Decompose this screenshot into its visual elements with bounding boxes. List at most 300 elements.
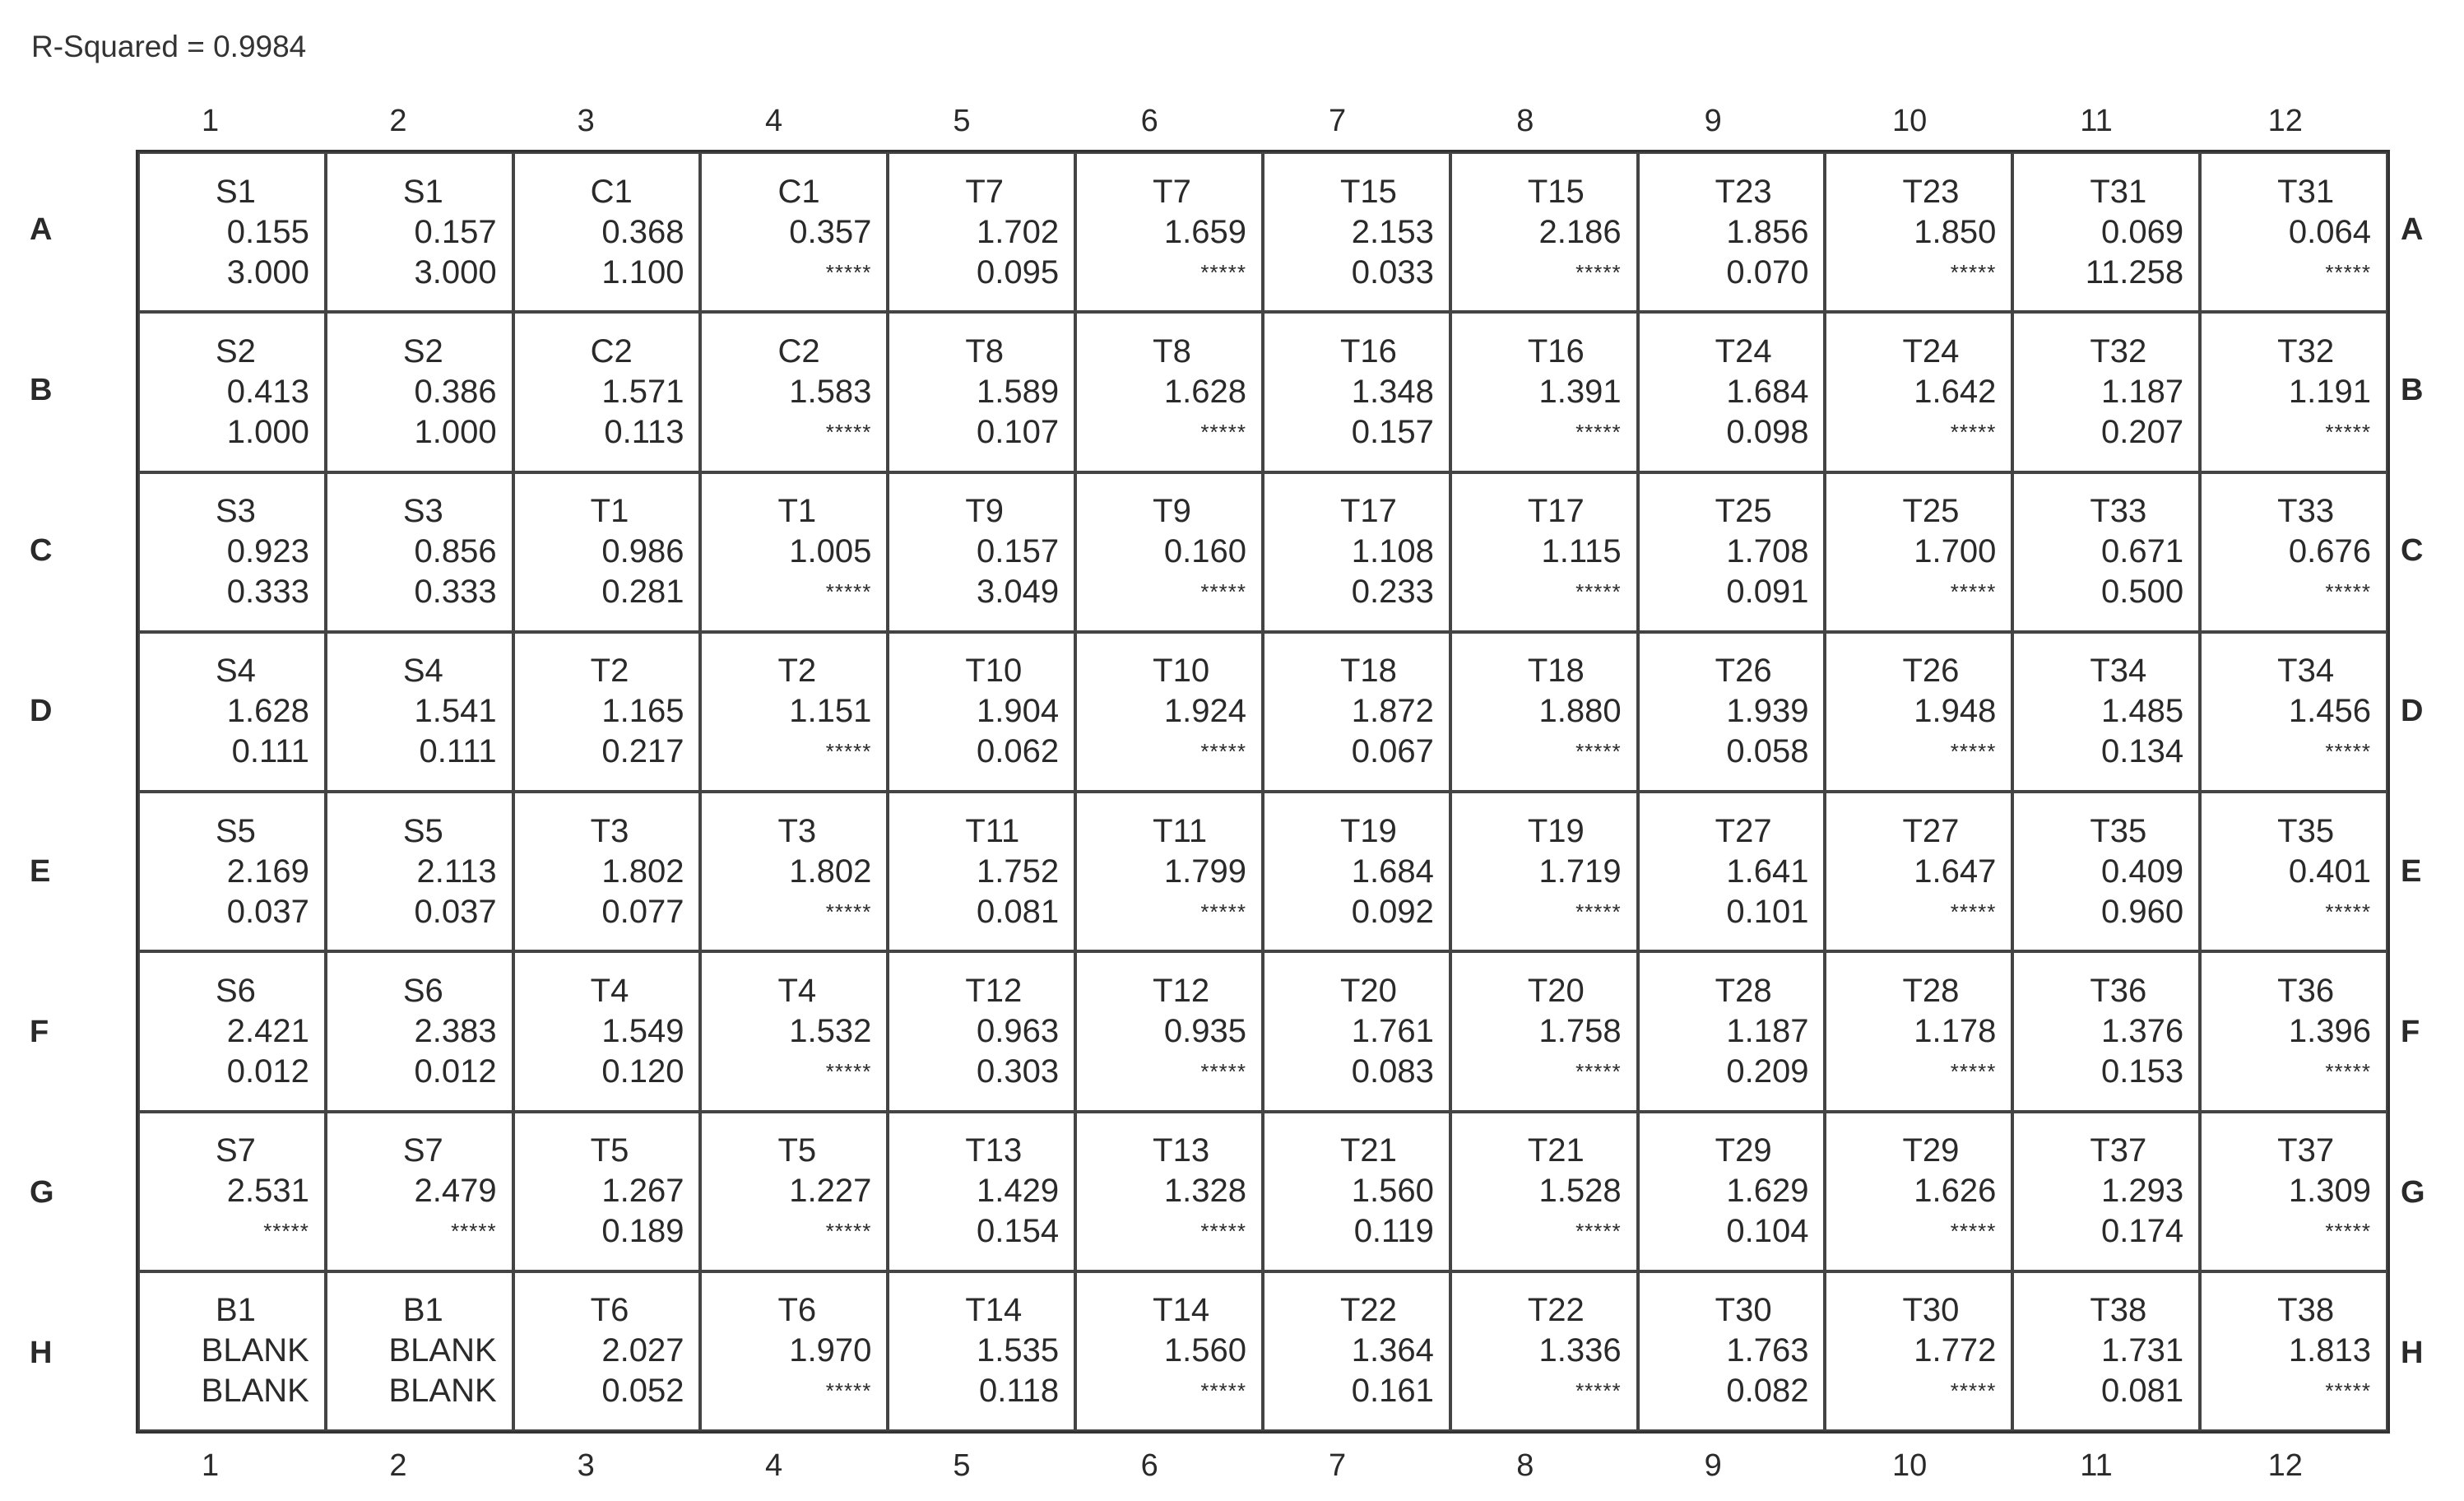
well-cell — [1075, 472, 1263, 632]
well-cell — [2012, 1112, 2200, 1271]
well-value-2: 0.120 — [601, 1053, 684, 1090]
well-cell — [1263, 472, 1450, 632]
column-label: 8 — [1516, 104, 1534, 138]
well-sample-id: T26 — [1902, 653, 1960, 690]
well-value-1: 1.528 — [1538, 1173, 1622, 1210]
well-value-2: 0.157 — [1351, 413, 1434, 450]
well-value-1: 1.628 — [226, 693, 309, 730]
well-value-1: 1.856 — [1726, 213, 1809, 250]
plate-grid — [136, 150, 2390, 1434]
well-cell — [2200, 632, 2387, 792]
well-value-2: ***** — [2325, 899, 2371, 924]
row-label: F — [30, 1015, 49, 1049]
well-sample-id: T1 — [777, 493, 817, 530]
well-value-2: 1.100 — [601, 253, 684, 290]
well-value-2: BLANK — [388, 1373, 497, 1410]
well-cell — [326, 632, 513, 792]
well-cell — [2012, 951, 2200, 1111]
well-value-2: 0.107 — [977, 413, 1060, 450]
well-value-1: 1.719 — [1538, 853, 1622, 890]
well-value-2: 1.000 — [226, 413, 309, 450]
well-value-2: ***** — [1575, 899, 1622, 924]
row-label: H — [30, 1336, 53, 1370]
well-sample-id: T7 — [1153, 173, 1191, 210]
well-cell — [1638, 951, 1826, 1111]
well-cell — [513, 152, 701, 312]
row-label: D — [30, 694, 53, 728]
well-value-1: 1.731 — [2101, 1332, 2184, 1369]
well-cell — [2200, 951, 2387, 1111]
well-value-1: 2.421 — [226, 1012, 309, 1049]
column-label: 2 — [389, 1448, 407, 1483]
well-sample-id: T33 — [2090, 493, 2147, 530]
well-sample-id: T21 — [1339, 1132, 1397, 1169]
well-value-2: ***** — [1575, 1378, 1622, 1404]
well-value-1: 2.531 — [226, 1173, 309, 1210]
well-value-1: 1.187 — [2101, 373, 2184, 410]
well-sample-id: T2 — [590, 653, 629, 690]
well-sample-id: B1 — [402, 1292, 443, 1329]
well-value-1: 1.880 — [1538, 693, 1622, 730]
well-sample-id: T14 — [1153, 1292, 1210, 1329]
well-value-2: ***** — [1950, 1058, 1997, 1084]
well-cell — [1825, 951, 2012, 1111]
well-sample-id: S5 — [402, 812, 443, 849]
well-sample-id: T2 — [777, 653, 817, 690]
well-value-2: ***** — [2325, 739, 2371, 764]
well-value-2: ***** — [1575, 739, 1622, 764]
well-sample-id: T26 — [1715, 653, 1772, 690]
well-sample-id: T20 — [1339, 972, 1397, 1009]
well-value-1: 0.368 — [601, 213, 684, 250]
well-value-2: ***** — [1950, 1219, 1997, 1244]
well-cell — [1638, 472, 1826, 632]
well-value-2: 0.082 — [1726, 1373, 1809, 1410]
well-cell — [700, 152, 888, 312]
well-value-2: ***** — [1575, 579, 1622, 605]
row-label: B — [2401, 373, 2424, 407]
well-value-2: 0.095 — [977, 253, 1060, 290]
column-label: 7 — [1328, 1448, 1347, 1483]
well-sample-id: B1 — [216, 1292, 256, 1329]
well-sample-id: T38 — [2277, 1292, 2335, 1329]
well-cell — [2012, 312, 2200, 472]
column-label: 5 — [953, 1448, 971, 1483]
well-cell — [326, 792, 513, 951]
well-sample-id: T29 — [1902, 1132, 1960, 1169]
well-value-1: 1.336 — [1538, 1332, 1622, 1369]
well-value-2: ***** — [1200, 419, 1246, 444]
well-sample-id: T9 — [1153, 493, 1191, 530]
well-cell — [138, 632, 326, 792]
well-value-1: 0.064 — [2288, 213, 2371, 250]
column-label: 11 — [2080, 1448, 2113, 1483]
well-value-1: 0.923 — [226, 533, 309, 570]
column-label: 4 — [764, 1448, 783, 1483]
well-value-1: 1.549 — [601, 1012, 684, 1049]
well-value-2: ***** — [825, 899, 872, 924]
well-cell — [513, 632, 701, 792]
well-sample-id: T25 — [1715, 493, 1772, 530]
well-value-1: 1.641 — [1726, 853, 1809, 890]
well-sample-id: T18 — [1527, 653, 1585, 690]
well-cell — [513, 472, 701, 632]
well-cell — [2012, 632, 2200, 792]
well-cell — [1638, 1112, 1826, 1271]
well-value-2: ***** — [2325, 579, 2371, 605]
well-value-1: 0.069 — [2101, 213, 2184, 250]
well-value-1: 1.376 — [2101, 1012, 2184, 1049]
column-label: 1 — [202, 1448, 220, 1483]
well-sample-id: C2 — [777, 332, 820, 369]
well-value-1: BLANK — [388, 1332, 497, 1369]
well-value-2: 0.207 — [2101, 413, 2184, 450]
well-sample-id: T13 — [1153, 1132, 1210, 1169]
well-sample-id: T37 — [2090, 1132, 2147, 1169]
well-cell — [700, 1112, 888, 1271]
well-cell — [1075, 1271, 1263, 1431]
well-value-1: 1.647 — [1914, 853, 1997, 890]
well-cell — [2012, 152, 2200, 312]
well-cell — [1825, 472, 2012, 632]
well-value-2: ***** — [1200, 259, 1246, 285]
well-cell — [2200, 152, 2387, 312]
well-value-2: 0.217 — [601, 733, 684, 770]
well-cell — [326, 1112, 513, 1271]
well-sample-id: T38 — [2090, 1292, 2147, 1329]
well-cell — [1825, 632, 2012, 792]
well-value-1: 2.186 — [1538, 213, 1622, 250]
well-value-2: 0.233 — [1351, 574, 1434, 611]
well-sample-id: T16 — [1527, 332, 1585, 369]
well-sample-id: S7 — [216, 1132, 256, 1169]
well-cell — [1263, 152, 1450, 312]
well-value-1: 1.802 — [789, 853, 872, 890]
well-cell — [700, 312, 888, 472]
row-label: G — [30, 1175, 54, 1210]
well-sample-id: S4 — [216, 653, 256, 690]
well-sample-id: S7 — [402, 1132, 443, 1169]
well-cell — [513, 312, 701, 472]
column-label: 6 — [1140, 1448, 1158, 1483]
row-label: A — [2401, 212, 2424, 247]
well-cell — [1825, 152, 2012, 312]
well-value-2: 0.500 — [2101, 574, 2184, 611]
well-cell — [326, 312, 513, 472]
well-value-2: 0.052 — [601, 1373, 684, 1410]
well-value-2: ***** — [825, 739, 872, 764]
well-cell — [1075, 632, 1263, 792]
well-sample-id: T10 — [965, 653, 1023, 690]
well-cell — [138, 152, 326, 312]
well-sample-id: T4 — [590, 972, 629, 1009]
well-sample-id: C2 — [590, 332, 633, 369]
column-label: 12 — [2267, 104, 2303, 138]
well-value-1: BLANK — [201, 1332, 309, 1369]
well-value-1: 1.872 — [1351, 693, 1434, 730]
well-cell — [326, 1271, 513, 1431]
well-value-2: 0.101 — [1726, 893, 1809, 930]
well-value-2: 0.070 — [1726, 253, 1809, 290]
well-sample-id: S6 — [216, 972, 256, 1009]
well-sample-id: T31 — [2090, 173, 2147, 210]
well-value-2: 0.083 — [1351, 1053, 1434, 1090]
well-value-2: ***** — [263, 1219, 309, 1244]
well-cell — [1638, 792, 1826, 951]
well-sample-id: T12 — [965, 972, 1023, 1009]
well-cell — [888, 792, 1075, 951]
well-value-2: 0.960 — [2101, 893, 2184, 930]
well-sample-id: T18 — [1339, 653, 1397, 690]
well-sample-id: S2 — [216, 332, 256, 369]
column-label: 9 — [1704, 1448, 1722, 1483]
well-cell — [2200, 1112, 2387, 1271]
row-label: C — [30, 533, 53, 568]
column-label: 3 — [577, 104, 595, 138]
well-value-1: 1.589 — [977, 373, 1060, 410]
well-value-1: 0.935 — [1163, 1012, 1246, 1049]
well-sample-id: T27 — [1902, 812, 1960, 849]
well-cell — [1263, 792, 1450, 951]
well-cell — [888, 1271, 1075, 1431]
well-sample-id: T35 — [2090, 812, 2147, 849]
row-label: A — [30, 212, 53, 247]
well-value-1: 0.671 — [2101, 533, 2184, 570]
well-sample-id: T15 — [1527, 173, 1585, 210]
row-label: E — [30, 854, 51, 889]
well-sample-id: T1 — [590, 493, 629, 530]
well-cell — [1825, 792, 2012, 951]
well-cell — [1075, 152, 1263, 312]
well-value-1: 1.293 — [2101, 1173, 2184, 1210]
well-value-2: 0.119 — [1353, 1213, 1434, 1250]
well-value-2: 3.000 — [414, 253, 497, 290]
well-value-2: 0.077 — [601, 893, 684, 930]
well-sample-id: T10 — [1153, 653, 1210, 690]
well-sample-id: T25 — [1902, 493, 1960, 530]
well-sample-id: C1 — [590, 173, 633, 210]
well-sample-id: T34 — [2277, 653, 2335, 690]
well-value-2: ***** — [1575, 1058, 1622, 1084]
well-sample-id: T37 — [2277, 1132, 2335, 1169]
well-sample-id: S3 — [402, 493, 443, 530]
well-value-2: ***** — [825, 419, 872, 444]
row-label: E — [2401, 854, 2422, 889]
well-cell — [513, 1271, 701, 1431]
well-value-2: 0.037 — [414, 893, 497, 930]
column-label: 7 — [1328, 104, 1347, 138]
well-value-2: ***** — [1950, 259, 1997, 285]
well-value-1: 1.948 — [1914, 693, 1997, 730]
well-sample-id: S5 — [216, 812, 256, 849]
column-label: 6 — [1140, 104, 1158, 138]
well-sample-id: T34 — [2090, 653, 2147, 690]
well-cell — [888, 312, 1075, 472]
well-sample-id: C1 — [777, 173, 820, 210]
well-value-2: BLANK — [201, 1373, 309, 1410]
well-value-2: 0.333 — [414, 574, 497, 611]
well-cell — [2012, 472, 2200, 632]
well-cell — [1825, 312, 2012, 472]
well-value-2: ***** — [825, 1219, 872, 1244]
well-sample-id: S6 — [402, 972, 443, 1009]
well-sample-id: T35 — [2277, 812, 2335, 849]
well-value-2: ***** — [1575, 419, 1622, 444]
well-sample-id: T19 — [1339, 812, 1397, 849]
well-value-1: 0.386 — [414, 373, 497, 410]
well-sample-id: T17 — [1527, 493, 1585, 530]
well-value-1: 1.772 — [1914, 1332, 1997, 1369]
column-label: 10 — [1891, 104, 1928, 138]
well-cell — [326, 152, 513, 312]
well-value-2: ***** — [1950, 739, 1997, 764]
well-sample-id: T27 — [1715, 812, 1772, 849]
well-sample-id: T21 — [1527, 1132, 1585, 1169]
well-value-1: 1.165 — [601, 693, 684, 730]
well-sample-id: T24 — [1902, 332, 1960, 369]
well-cell — [1075, 792, 1263, 951]
well-sample-id: T13 — [965, 1132, 1023, 1169]
well-value-1: 0.157 — [977, 533, 1060, 570]
well-value-2: ***** — [825, 259, 872, 285]
well-sample-id: T22 — [1527, 1292, 1585, 1329]
well-value-2: 0.111 — [419, 733, 497, 770]
well-value-2: 0.012 — [414, 1053, 497, 1090]
well-value-2: 0.012 — [226, 1053, 309, 1090]
well-cell — [888, 951, 1075, 1111]
well-cell — [138, 951, 326, 1111]
well-value-1: 0.963 — [977, 1012, 1060, 1049]
well-value-2: 0.062 — [977, 733, 1060, 770]
well-value-1: 1.178 — [1914, 1012, 1997, 1049]
well-cell — [888, 152, 1075, 312]
well-value-1: 1.629 — [1726, 1173, 1809, 1210]
well-value-1: 0.157 — [414, 213, 497, 250]
well-cell — [700, 632, 888, 792]
well-sample-id: T22 — [1339, 1292, 1397, 1329]
well-value-2: ***** — [1575, 259, 1622, 285]
well-cell — [888, 472, 1075, 632]
well-value-2: 0.067 — [1351, 733, 1434, 770]
well-cell — [513, 792, 701, 951]
well-sample-id: T6 — [590, 1292, 629, 1329]
column-header-bottom — [136, 1448, 2390, 1489]
column-label: 10 — [1891, 1448, 1928, 1483]
well-value-1: 2.113 — [416, 853, 497, 890]
well-value-2: 0.037 — [226, 893, 309, 930]
well-value-2: 0.154 — [977, 1213, 1060, 1250]
well-value-2: ***** — [2325, 419, 2371, 444]
well-sample-id: T32 — [2277, 332, 2335, 369]
well-cell — [2012, 792, 2200, 951]
well-value-1: 1.191 — [2288, 373, 2371, 410]
well-cell — [1263, 951, 1450, 1111]
well-cell — [1263, 312, 1450, 472]
well-value-1: 1.813 — [2288, 1332, 2371, 1369]
well-value-2: 0.153 — [2101, 1053, 2184, 1090]
well-cell — [1638, 1271, 1826, 1431]
well-value-1: 1.684 — [1351, 853, 1434, 890]
well-value-2: ***** — [2325, 1219, 2371, 1244]
well-value-1: 1.626 — [1914, 1173, 1997, 1210]
well-value-1: 1.227 — [789, 1173, 872, 1210]
well-value-1: 0.413 — [226, 373, 309, 410]
well-cell — [700, 792, 888, 951]
well-cell — [2200, 792, 2387, 951]
column-label: 9 — [1704, 104, 1722, 138]
well-cell — [1263, 1112, 1450, 1271]
well-sample-id: S3 — [216, 493, 256, 530]
well-value-1: 1.659 — [1163, 213, 1246, 250]
well-cell — [1450, 632, 1638, 792]
well-cell — [1075, 312, 1263, 472]
well-value-1: 1.115 — [1541, 533, 1622, 570]
well-value-1: 1.267 — [601, 1173, 684, 1210]
well-value-1: 1.904 — [977, 693, 1060, 730]
column-label: 5 — [953, 104, 971, 138]
well-value-2: ***** — [1200, 1219, 1246, 1244]
well-value-2: ***** — [1950, 899, 1997, 924]
well-value-2: ***** — [1950, 1378, 1997, 1404]
well-cell — [1638, 152, 1826, 312]
well-sample-id: S1 — [402, 173, 443, 210]
well-value-1: 1.761 — [1351, 1012, 1434, 1049]
well-value-2: 3.049 — [977, 574, 1060, 611]
well-sample-id: T30 — [1715, 1292, 1772, 1329]
well-value-1: 2.169 — [226, 853, 309, 890]
column-label: 4 — [764, 104, 783, 138]
column-label: 12 — [2267, 1448, 2303, 1483]
well-cell — [1075, 951, 1263, 1111]
well-value-2: 11.258 — [2085, 253, 2184, 290]
well-value-2: 3.000 — [226, 253, 309, 290]
well-sample-id: T36 — [2090, 972, 2147, 1009]
well-sample-id: T31 — [2277, 173, 2335, 210]
row-label: F — [2401, 1015, 2420, 1049]
well-value-2: 0.134 — [2101, 733, 2184, 770]
well-value-1: 2.479 — [414, 1173, 497, 1210]
column-header-top — [136, 104, 2390, 145]
well-value-2: 0.161 — [1351, 1373, 1434, 1410]
well-cell — [2200, 312, 2387, 472]
well-value-2: 0.303 — [977, 1053, 1060, 1090]
well-sample-id: T9 — [965, 493, 1005, 530]
well-value-2: ***** — [825, 1378, 872, 1404]
column-label: 1 — [202, 104, 220, 138]
well-value-1: 0.357 — [789, 213, 872, 250]
well-cell — [138, 472, 326, 632]
well-value-2: ***** — [1200, 1058, 1246, 1084]
well-value-2: ***** — [1950, 419, 1997, 444]
well-cell — [138, 792, 326, 951]
well-value-1: 1.348 — [1351, 373, 1434, 410]
well-value-2: ***** — [451, 1219, 497, 1244]
well-value-1: 0.986 — [601, 533, 684, 570]
well-cell — [888, 632, 1075, 792]
well-value-1: 1.702 — [977, 213, 1060, 250]
well-cell — [326, 951, 513, 1111]
well-cell — [138, 1112, 326, 1271]
well-value-1: 1.708 — [1726, 533, 1809, 570]
well-value-1: 1.532 — [789, 1012, 872, 1049]
well-value-2: 0.081 — [977, 893, 1060, 930]
well-value-1: 1.391 — [1538, 373, 1622, 410]
well-value-2: ***** — [1200, 899, 1246, 924]
well-cell — [1825, 1271, 2012, 1431]
row-header-left — [30, 150, 71, 1434]
well-cell — [138, 312, 326, 472]
well-cell — [138, 1271, 326, 1431]
